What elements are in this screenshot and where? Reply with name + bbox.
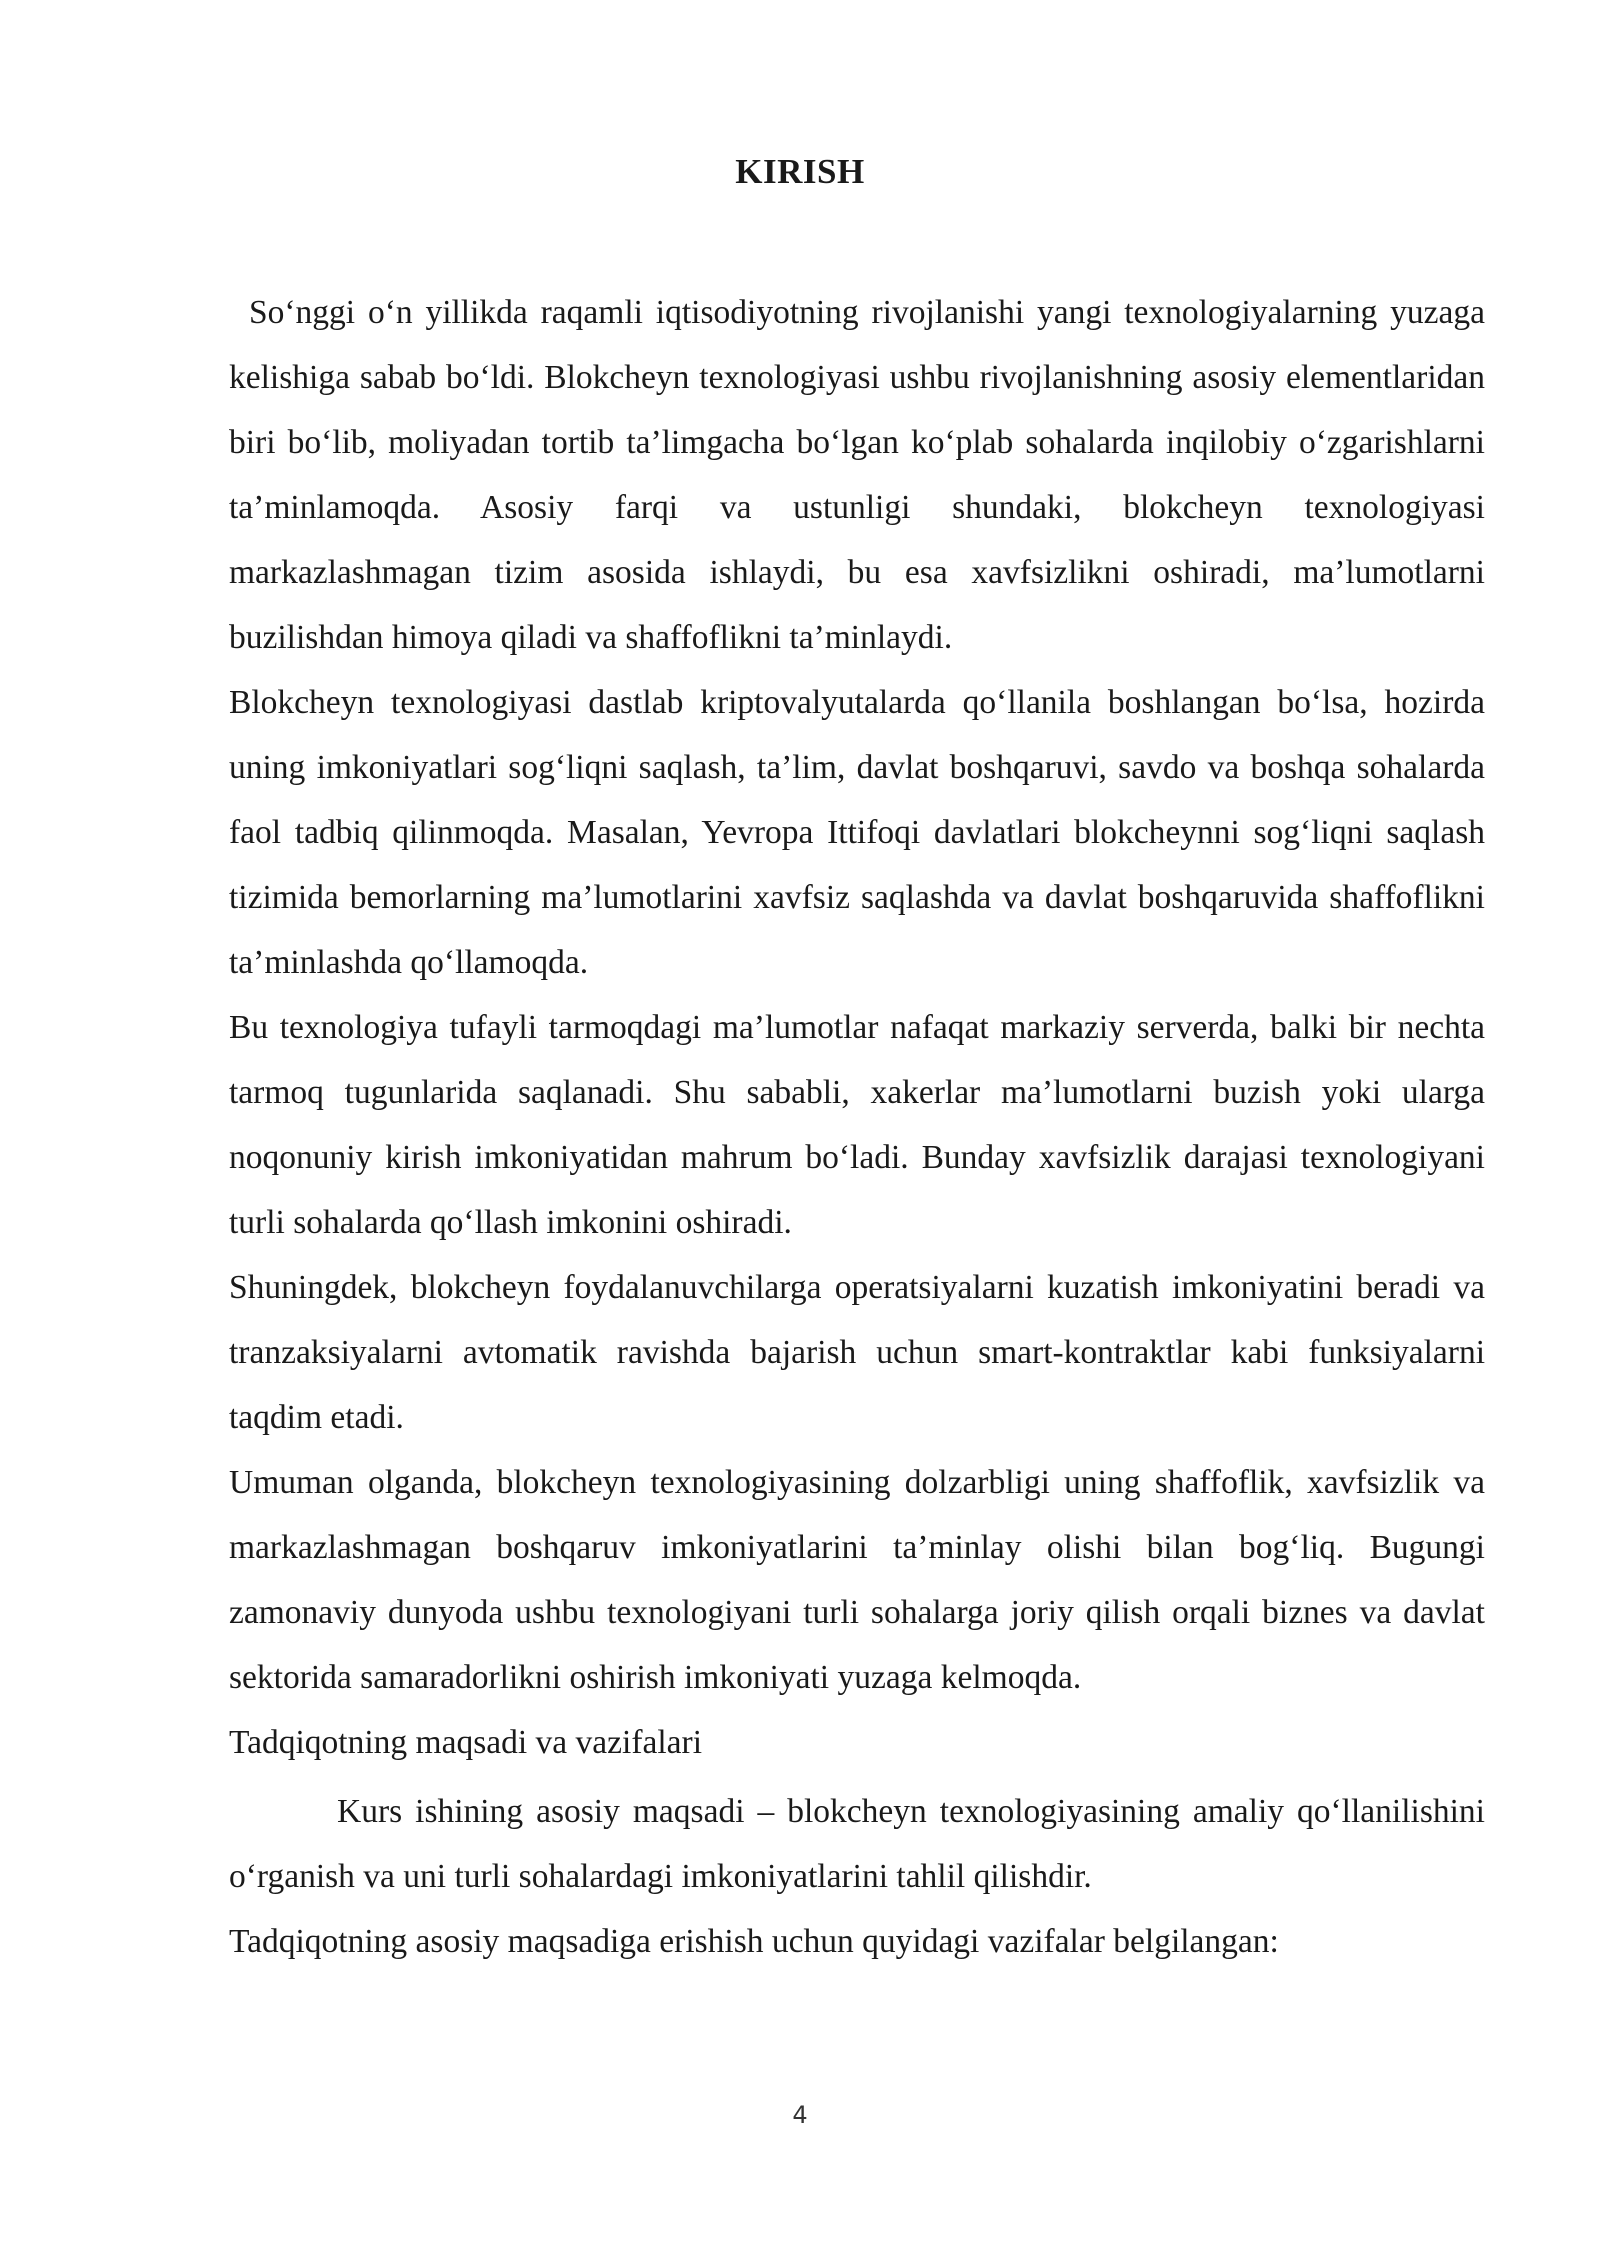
- page-number: 4: [792, 2101, 808, 2129]
- paragraph-smart-contracts: Shuningdek, blokcheyn foydalanuvchilarga operatsiyalarni kuzatish imkoniyatini beradi va tranzaksiyalarni avtomatik ravishda bajarish uchun smart-kontraktlar kabi funksiyalarni taqdim etadi.: [229, 1269, 1485, 1436]
- page-title: KIRISH: [735, 152, 865, 191]
- paragraph-relevance: Umuman olganda, blokcheyn texnologiyasining dolzarbligi uning shaffoflik, xavfsizlik va markazlashmagan boshqaruv imkoniyatlarini ta’minlay olishi bilan bog‘liq. Bugungi zamonaviy dunyoda ushbu texnologiyani turli sohalarga joriy qilish orqali biznes va davlat sektorida samaradorlikni oshirish imkoniyati yuzaga kelmoqda.: [229, 1464, 1485, 1696]
- section-heading: Tadqiqotning maqsadi va vazifalari: [229, 1724, 703, 1761]
- paragraph-tasks-intro: Tadqiqotning asosiy maqsadiga erishish uchun quyidagi vazifalar belgilangan:: [229, 1923, 1279, 1960]
- paragraph-data-storage: Bu texnologiya tufayli tarmoqdagi ma’lumotlar nafaqat markaziy serverda, balki bir nechta tarmoq tugunlarida saqlanadi. Shu sababli, xakerlar ma’lumotlarni buzish yoki ularga noqonuniy kirish imkoniyatidan mahrum bo‘ladi. Bunday xavfsizlik darajasi texnologiyani turli sohalarda qo‘llash imkonini oshiradi.: [229, 1009, 1485, 1241]
- paragraph-intro: So‘nggi o‘n yillikda raqamli iqtisodiyotning rivojlanishi yangi texnologiyalarning yuzaga kelishiga sabab bo‘ldi. Blokcheyn texnologiyasi ushbu rivojlanishning asosiy elementlaridan biri bo‘lib, moliyadan tortib ta’limgacha bo‘lgan ko‘plab sohalarda inqilobiy o‘zgarishlarni ta’minlamoqda. Asosiy farqi va ustunligi shundaki, blokcheyn texnologiyasi markazlashmagan tizim asosida ishlaydi, bu esa xavfsizlikni oshiradi, ma’lumotlarni buzilishdan himoya qiladi va shaffoflikni ta’minlaydi.: [229, 294, 1485, 656]
- paragraph-blockchain-origins: Blokcheyn texnologiyasi dastlab kriptovalyutalarda qo‘llanila boshlangan bo‘lsa, hozirda uning imkoniyatlari sog‘liqni saqlash, ta’lim, davlat boshqaruvi, savdo va boshqa sohalarda faol tadbiq qilinmoqda. Masalan, Yevropa Ittifoqi davlatlari blokcheynni sog‘liqni saqlash tizimida bemorlarning ma’lumotlarini xavfsiz saqlashda va davlat boshqaruvida shaffoflikni ta’minlashda qo‘llamoqda.: [229, 684, 1485, 981]
- document-body: [229, 280, 1485, 1974]
- paragraph-goal: Kurs ishining asosiy maqsadi – blokcheyn texnologiyasining amaliy qo‘llanilishini o‘rganish va uni turli sohalardagi imkoniyatlarini tahlil qilishdir.: [229, 1793, 1485, 1895]
